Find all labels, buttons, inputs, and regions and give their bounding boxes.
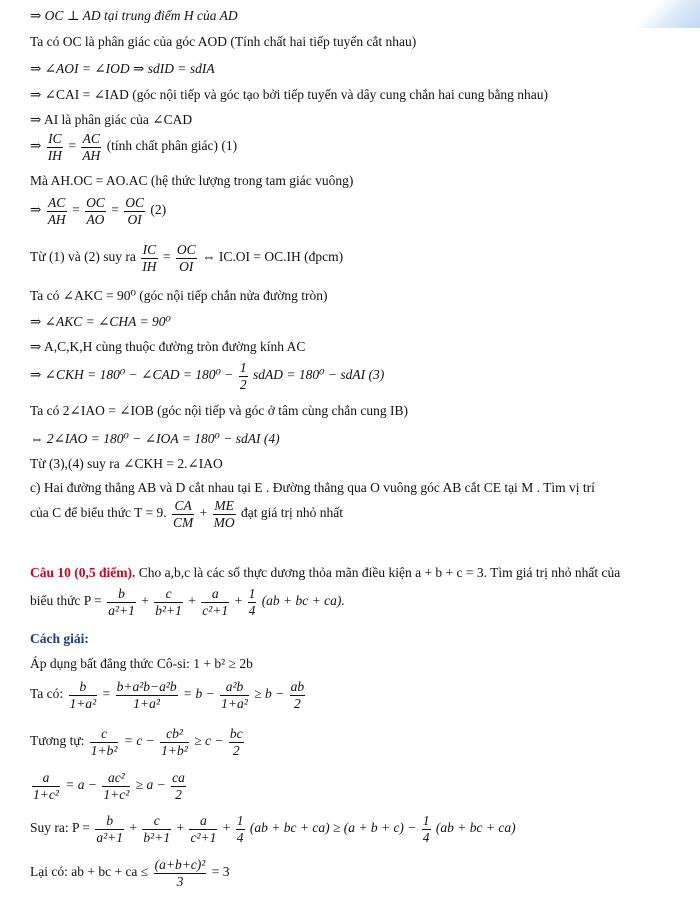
fraction [90, 726, 119, 758]
fraction [236, 813, 245, 845]
denominator: 1+a² [69, 695, 97, 711]
text-line: Tương tự: [30, 733, 85, 749]
fraction [141, 242, 157, 274]
solution-line-5 [30, 813, 516, 845]
question-10-expression [30, 586, 345, 618]
implies-symbol: ⇒ [30, 138, 42, 154]
operator: + [129, 820, 138, 836]
text-line: của C để biểu thức T = 9. [30, 505, 167, 521]
numerator: (a+b+c)² [154, 857, 206, 872]
text-line: ⇒ ∠CKH = 180⁰ − ∠CAD = 180⁰ − [30, 367, 234, 383]
fraction [95, 813, 124, 845]
denominator: a²+1 [108, 602, 135, 618]
text-line: Ta có ∠AKC = 90⁰ (góc nội tiếp chắn nửa đường tròn) [30, 288, 328, 303]
numerator: AC [82, 131, 100, 146]
text-line: Mà AH.OC = AO.AC (hệ thức lượng trong tam giác vuông) [30, 173, 354, 188]
text-line: đạt giá trị nhỏ nhất [241, 505, 344, 521]
fraction [32, 770, 60, 802]
fraction [107, 586, 136, 618]
operator: = b − [183, 686, 215, 702]
text-line: ⇒ OC ⊥ AD tại trung điểm H của AD [30, 8, 238, 23]
denominator: CM [173, 514, 194, 530]
operator: = [162, 249, 171, 265]
numerator: 1 [236, 813, 244, 828]
text-line: Áp dụng bất đẳng thức Cô-si: 1 + b² ≥ 2b [30, 656, 253, 671]
numerator: b+a²b−a²b [116, 679, 177, 694]
numerator: 1 [248, 586, 256, 601]
line-10 [30, 289, 327, 303]
text-line: (ab + bc + ca) ≥ (a + b + c) − [249, 820, 417, 836]
numerator: a [32, 770, 60, 787]
numerator: ca [172, 770, 185, 785]
text-line: sdAD = 180⁰ − sdAI (3) [252, 367, 385, 383]
numerator: b [95, 813, 124, 830]
operator: + [234, 593, 243, 609]
fraction [154, 586, 183, 618]
operator: = [102, 686, 111, 702]
fraction [213, 498, 236, 530]
denominator: 3 [176, 873, 184, 889]
line-14 [30, 404, 408, 418]
text-line: biểu thức P = [30, 593, 102, 609]
denominator: AH [47, 211, 66, 227]
line-17 [30, 481, 595, 495]
fraction [69, 679, 98, 711]
numerator: cb² [160, 726, 189, 743]
denominator: 2 [239, 376, 247, 392]
denominator: 2 [175, 786, 182, 802]
fraction [81, 131, 101, 163]
text-line: (2) [150, 202, 167, 218]
operator: ≥ b − [254, 686, 285, 702]
heading: Cách giải: [30, 631, 89, 646]
numerator: IC [142, 242, 157, 257]
text-line: ⇒ ∠CAI = ∠IAD (góc nội tiếp và góc tạo bởi tiếp tuyến và dây cung chắn hai cung bằng nhau) [30, 87, 549, 102]
numerator: AC [48, 195, 66, 210]
question-10 [30, 566, 620, 580]
solution-line-3 [30, 726, 246, 758]
operator: = [111, 202, 119, 218]
solution-line-1 [30, 657, 253, 671]
text-line: = 3 [211, 864, 230, 880]
denominator: 4 [236, 829, 244, 845]
operator: + [141, 593, 149, 609]
solution-heading [30, 632, 89, 646]
denominator: 1+c² [103, 786, 130, 802]
line-16 [30, 457, 223, 471]
text-line: (tính chất phân giác) (1) [106, 138, 238, 154]
line-7 [30, 174, 353, 188]
line-13 [30, 360, 384, 392]
denominator: c²+1 [190, 829, 217, 845]
numerator: c [154, 586, 183, 603]
fraction [142, 813, 171, 845]
text-line: c) Hai đường thẳng AB và D cắt nhau tại E . Đường thẳng qua O vuông góc AB cắt CE tại M . Tìm vị trí [30, 480, 595, 495]
solution-line-2 [30, 679, 307, 711]
numerator: ME [214, 498, 234, 513]
text-line: Ta có: [30, 686, 64, 702]
text-line: ⇒ A,C,K,H cùng thuộc đường tròn đường kính AC [30, 339, 306, 354]
operator: = c − [123, 733, 155, 749]
text-line: Lại có: ab + bc + ca ≤ [30, 864, 149, 880]
denominator: 4 [248, 602, 256, 618]
line-9 [30, 242, 343, 274]
text-line: Từ (1) và (2) suy ra [30, 249, 136, 265]
denominator: AH [82, 147, 101, 163]
denominator: c²+1 [202, 602, 229, 618]
question-heading: Câu 10 (0,5 điểm). [30, 565, 136, 580]
numerator: b [69, 679, 98, 696]
denominator: IH [47, 147, 62, 163]
operator: ≥ c − [194, 733, 224, 749]
denominator: a²+1 [96, 829, 124, 845]
numerator: CA [172, 498, 194, 515]
denominator: 1+a² [221, 695, 248, 711]
denominator: b²+1 [155, 602, 182, 618]
numerator: b [107, 586, 136, 603]
question-text: Cho a,b,c là các số thực dương thỏa mãn điều kiện a + b + c = 3. Tìm giá trị nhỏ nhất của [135, 565, 621, 580]
fraction [201, 586, 229, 618]
fraction [124, 195, 145, 227]
denominator: 2 [293, 695, 301, 711]
watermark: ​ [378, 42, 402, 87]
fraction [85, 195, 106, 227]
fraction [154, 857, 207, 889]
line-4 [30, 88, 548, 102]
line-6 [30, 131, 237, 163]
text-line: ⇒ ∠AOI = ∠IOD ⇒ sdID = sdIA [30, 61, 215, 76]
numerator: 1 [422, 813, 430, 828]
denominator: 1+c² [33, 786, 59, 802]
line-3 [30, 62, 215, 76]
operator: + [199, 505, 208, 521]
solution-line-4 [30, 770, 188, 802]
operator: + [222, 820, 231, 836]
operator: = a − [65, 777, 98, 793]
numerator: 1 [239, 360, 247, 375]
fraction [290, 679, 306, 711]
numerator: bc [229, 726, 243, 741]
line-8 [30, 195, 166, 227]
line-2 [30, 35, 416, 49]
fraction [248, 586, 257, 618]
numerator: c [90, 726, 119, 743]
implies-symbol: ⇒ [30, 202, 42, 218]
text-line: Ta có OC là phân giác của góc AOD (Tính chất hai tiếp tuyến cắt nhau) [30, 34, 417, 49]
denominator: 1+a² [133, 695, 160, 711]
fraction [116, 679, 178, 711]
operator: = [72, 202, 80, 218]
fraction [176, 242, 197, 274]
fraction [47, 195, 67, 227]
denominator: OI [127, 211, 142, 227]
denominator: 2 [232, 742, 240, 758]
text-line: ⇒ AI là phân giác của ∠CAD [30, 112, 193, 127]
fraction [220, 679, 249, 711]
fraction [422, 813, 431, 845]
denominator: IH [142, 258, 157, 274]
numerator: OC [176, 242, 196, 257]
denominator: AO [86, 211, 105, 227]
text-line: Ta có 2∠IAO = ∠IOB (góc nội tiếp và góc ở tâm cùng chắn cung IB) [30, 403, 408, 418]
operator: ≥ a − [135, 777, 166, 793]
denominator: 1+b² [90, 742, 118, 758]
line-15 [30, 432, 280, 446]
text-line: ⇔ IC.OI = OC.IH (đpcm) [202, 249, 344, 265]
fraction [229, 726, 244, 758]
solution-line-6 [30, 857, 229, 889]
fraction [160, 726, 189, 758]
numerator: a [201, 586, 229, 603]
line-12 [30, 340, 305, 354]
text-line: Suy ra: P = [30, 820, 90, 836]
denominator: 4 [422, 829, 430, 845]
numerator: OC [125, 195, 144, 210]
fraction [47, 131, 63, 163]
text-line: ⇔ 2∠IAO = 180⁰ − ∠IOA = 180⁰ − sdAI (4) [30, 431, 280, 446]
denominator: MO [213, 514, 235, 530]
text-line: (ab + bc + ca) [435, 820, 516, 836]
text-line: (ab + bc + ca). [261, 593, 345, 609]
numerator: a²b [220, 679, 249, 696]
line-11 [30, 315, 171, 329]
numerator: OC [86, 195, 105, 210]
numerator: ab [290, 679, 305, 694]
operator: = [68, 138, 76, 154]
text-line: ⇒ ∠AKC = ∠CHA = 90⁰ [30, 314, 171, 329]
denominator: OI [179, 258, 194, 274]
fraction [189, 813, 217, 845]
numerator: IC [48, 131, 62, 146]
operator: + [188, 593, 196, 609]
denominator: 1+b² [161, 742, 188, 758]
line-5 [30, 113, 192, 127]
fraction [239, 360, 248, 392]
numerator: a [189, 813, 217, 830]
line-1 [30, 9, 238, 23]
denominator: b²+1 [143, 829, 171, 845]
numerator: c [142, 813, 171, 830]
line-18 [30, 498, 343, 530]
operator: + [176, 820, 185, 836]
fraction [102, 770, 130, 802]
text-line: Từ (3),(4) suy ra ∠CKH = 2.∠IAO [30, 456, 223, 471]
fraction [171, 770, 186, 802]
fraction [172, 498, 194, 530]
corner-decoration [630, 0, 700, 28]
numerator: ac² [102, 770, 130, 787]
